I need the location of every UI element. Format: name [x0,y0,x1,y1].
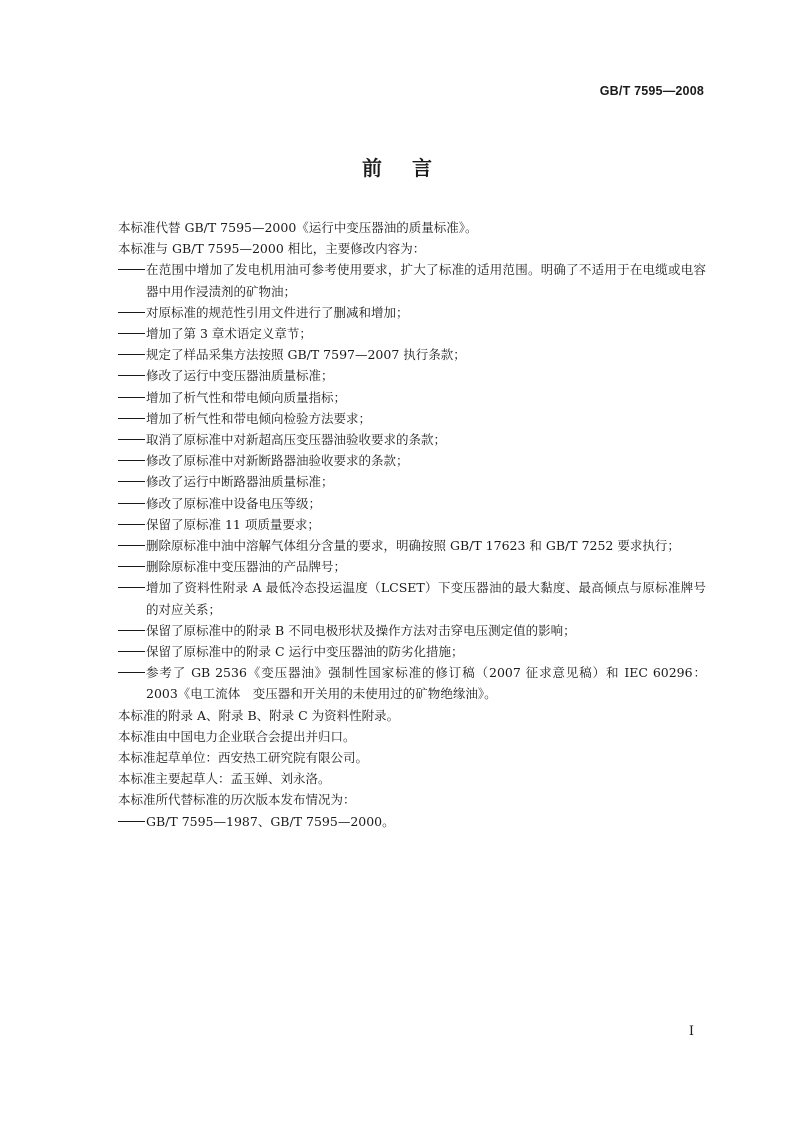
change-item: 参考了 GB 2536《变压器油》强制性国家标准的修订稿（2007 征求意见稿）和 IEC 60296：2003《电工流体 变压器和开关用的未使用过的矿物绝缘油》。 [146,665,706,702]
change-item: 修改了原标准中对新断路器油验收要求的条款； [146,453,409,469]
change-item: 删除原标准中变压器油的产品牌号； [146,559,347,575]
page-title: 前言 [362,156,462,180]
change-item: 增加了析气性和带电倾向质量指标； [146,389,347,405]
closing-line-5: 本标准所代替标准的历次版本发布情况为： [118,792,356,808]
change-item: 修改了运行中断路器油质量标准； [146,474,334,490]
change-item: 增加了资料性附录 A 最低冷态投运温度（LCSET）下变压器油的最大黏度、最高倾点与原标准牌号的对应关系； [146,580,706,617]
change-item: 规定了样品采集方法按照 GB/T 7597—2007 执行条款； [146,347,466,363]
closing-line-2: 本标准由中国电力企业联合会提出并归口。 [118,728,356,744]
change-item: 增加了第 3 章术语定义章节； [146,326,312,342]
change-item: 删除原标准中油中溶解气体组分含量的要求，明确按照 GB/T 17623 和 GB/T 7252 要求执行； [146,538,680,554]
change-item: 修改了运行中变压器油质量标准； [146,368,334,384]
change-item: 保留了原标准中的附录 C 运行中变压器油的防劣化措施； [146,644,464,660]
intro-line-1: 本标准代替 GB/T 7595—2000《运行中变压器油的质量标准》。 [118,220,478,235]
history-item: GB/T 7595—1987、GB/T 7595—2000。 [146,813,395,829]
change-item: 在范围中增加了发电机用油可参考使用要求，扩大了标准的适用范围。明确了不适用于在电缆或电容器中用作浸渍剂的矿物油； [146,262,706,299]
change-item: 保留了原标准中的附录 B 不同电极形状及操作方法对击穿电压测定值的影响； [146,622,576,638]
closing-line-3: 本标准起草单位：西安热工研究院有限公司。 [118,750,369,766]
foreword-body [118,217,706,832]
change-item: 修改了原标准中设备电压等级； [146,495,322,511]
change-item: 对原标准的规范性引用文件进行了删减和增加； [146,304,409,320]
change-item: 取消了原标准中对新超高压变压器油验收要求的条款； [146,432,447,448]
standard-code-header: GB/T 7595—2008 [599,84,704,98]
intro-line-2: 本标准与 GB/T 7595—2000 相比，主要修改内容为： [118,241,426,257]
page-number: I [688,1024,694,1039]
closing-line-1: 本标准的附录 A、附录 B、附录 C 为资料性附录。 [118,707,400,723]
closing-line-4: 本标准主要起草人：孟玉婵、刘永洛。 [118,771,331,787]
change-item: 增加了析气性和带电倾向检验方法要求； [146,410,372,426]
change-item: 保留了原标准 11 项质量要求； [146,516,320,532]
